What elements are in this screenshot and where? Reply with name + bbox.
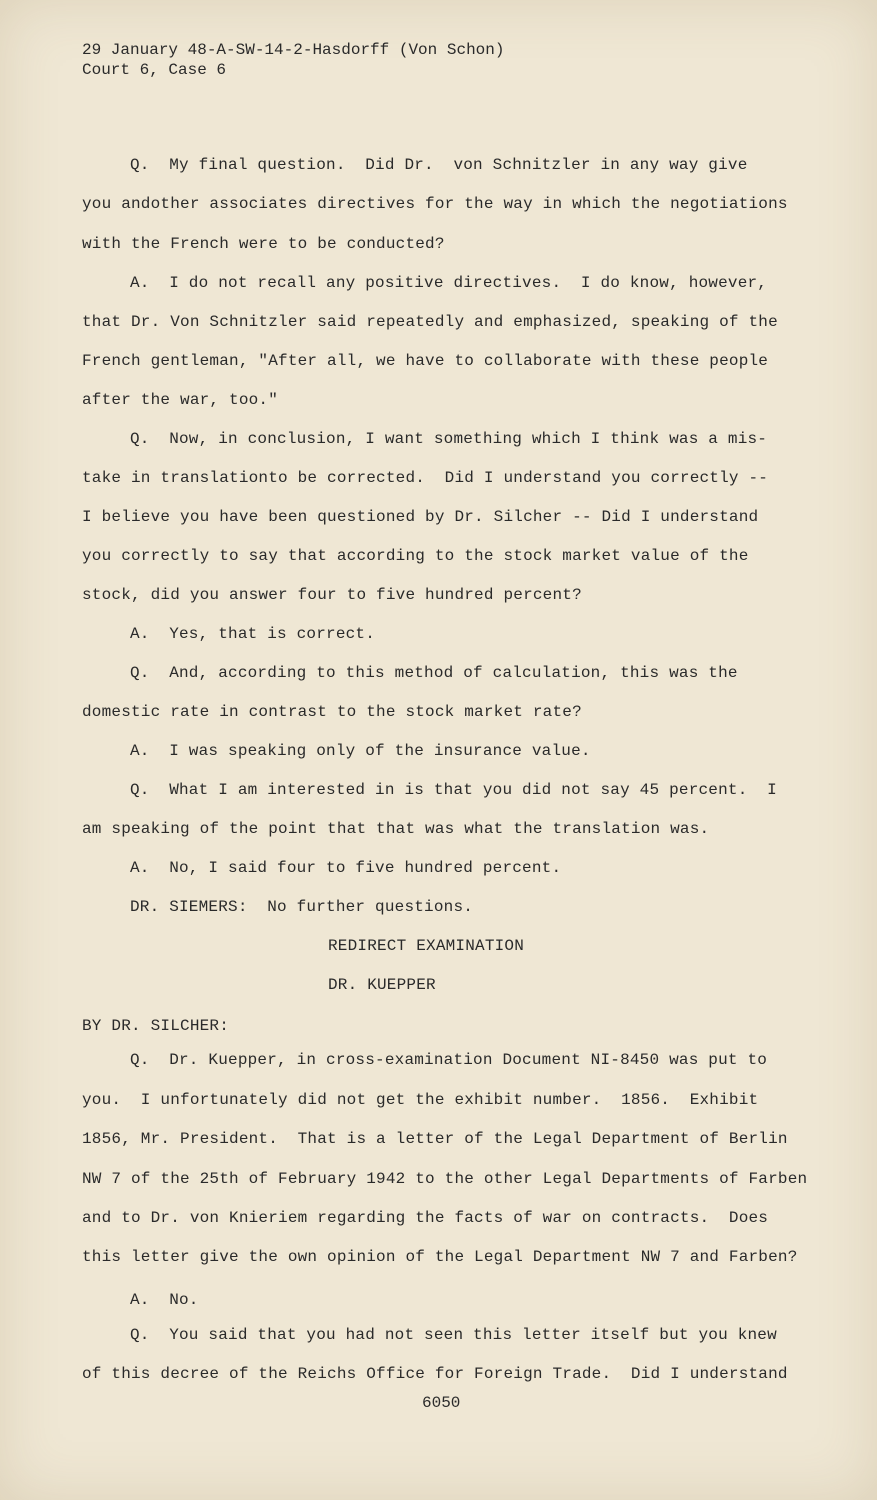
text-line: you correctly to say that according to the stock market value of the [82, 547, 749, 565]
text-line: you andother associates directives for the way in which the negotiations [82, 195, 788, 213]
text-line: A. No, I said four to five hundred percent. [130, 859, 562, 877]
text-line: Q. Dr. Kuepper, in cross-examination Document NI-8450 was put to [130, 1051, 768, 1069]
text-line: Q. What I am interested in is that you did not say 45 percent. I [130, 781, 777, 799]
text-line: DR. SIEMERS: No further questions. [130, 898, 474, 916]
text-line: Q. You said that you had not seen this letter itself but you knew [130, 1326, 777, 1344]
text-line: Q. My final question. Did Dr. von Schnitzler in any way give [130, 156, 748, 174]
text-line: Q. Now, in conclusion, I want something which I think was a mis- [130, 430, 768, 448]
text-line: stock, did you answer four to five hundred percent? [82, 586, 582, 604]
text-line: that Dr. Von Schnitzler said repeatedly and emphasized, speaking of the [82, 313, 778, 331]
text-line: am speaking of the point that that was what the translation was. [82, 820, 710, 838]
text-line: with the French were to be conducted? [82, 235, 445, 253]
text-line: BY DR. SILCHER: [82, 1017, 230, 1035]
text-line: Q. And, according to this method of calculation, this was the [130, 664, 738, 682]
text-line: this letter give the own opinion of the Legal Department NW 7 and Farben? [82, 1248, 798, 1266]
text-line: A. I was speaking only of the insurance value. [130, 742, 591, 760]
text-line: 1856, Mr. President. That is a letter of the Legal Department of Berlin [82, 1130, 788, 1148]
header-court-case: Court 6, Case 6 [82, 61, 227, 79]
text-line: of this decree of the Reichs Office for Foreign Trade. Did I understand [82, 1365, 788, 1383]
section-heading: REDIRECT EXAMINATION [328, 937, 525, 955]
text-line: A. Yes, that is correct. [130, 625, 376, 643]
text-line: domestic rate in contrast to the stock market rate? [82, 703, 582, 721]
section-subheading: DR. KUEPPER [328, 976, 436, 994]
text-line: take in translationto be corrected. Did I understand you correctly -- [82, 469, 769, 487]
text-line: French gentleman, "After all, we have to collaborate with these people [82, 352, 769, 370]
text-line: NW 7 of the 25th of February 1942 to the other Legal Departments of Farben [82, 1170, 808, 1188]
header-date-reference: 29 January 48-A-SW-14-2-Hasdorff (Von Schon) [82, 41, 505, 59]
text-line: A. I do not recall any positive directives. I do know, however, [130, 274, 768, 292]
text-line: and to Dr. von Knieriem regarding the facts of war on contracts. Does [82, 1209, 769, 1227]
text-line: after the war, too." [82, 391, 279, 409]
text-line: I believe you have been questioned by Dr. Silcher -- Did I understand [82, 508, 759, 526]
document-header [82, 40, 504, 80]
text-line: you. I unfortunately did not get the exhibit number. 1856. Exhibit [82, 1091, 759, 1109]
text-line: A. No. [130, 1291, 199, 1309]
page-number: 6050 [422, 1394, 461, 1412]
